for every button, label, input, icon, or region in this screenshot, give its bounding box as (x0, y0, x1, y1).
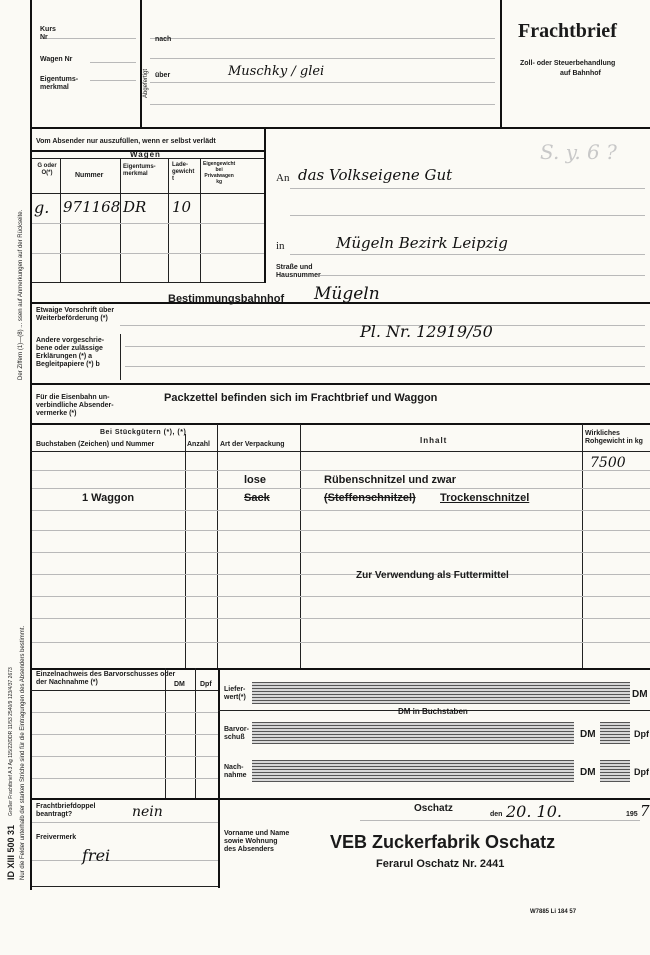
absendervermerke-label: Für die Eisenbahn un- verbindliche Absender- vermerke (*) (36, 394, 114, 417)
absendervermerke-value: Packzettel befinden sich im Frachtbrief und Waggon (164, 392, 438, 404)
goods-inhalt-3: Zur Verwendung als Futtermittel (356, 570, 509, 581)
in-label: in (276, 240, 285, 252)
row-ladegewicht: 10 (172, 198, 192, 216)
place: Oschatz (414, 803, 453, 814)
col-eigengewicht: Eigengewicht bei Privatwagen kg (203, 161, 236, 185)
form-subtitle-1: Zoll- oder Steuerbehandlung (520, 60, 616, 67)
lieferwert-hatch (252, 682, 630, 704)
goods-inhalt-2a: (Steffenschnitzel) (324, 492, 416, 504)
lieferwert-label: Liefer- wert(*) (224, 686, 246, 701)
nachnahme-hatch (252, 760, 574, 782)
plan-number-value: Pl. Nr. 12919/50 (360, 322, 493, 341)
col-buchstaben: Buchstaben (Zeichen) und Nummer (36, 441, 155, 448)
nach-label: nach (155, 36, 172, 43)
frachtbriefdoppel-value: nein (132, 804, 163, 820)
col-inhalt: Inhalt (420, 436, 448, 445)
col-verpackung: Art der Verpackung (220, 441, 285, 448)
goods-verpackung-lose: lose (244, 474, 267, 486)
strasse-label: Straße und Hausnummer (276, 264, 321, 279)
goods-verpackung-sack: Sack (244, 492, 270, 504)
col-anzahl: Anzahl (187, 441, 210, 448)
abgefertigt-label: Abgefertigt (143, 68, 149, 98)
form-subtitle-2: auf Bahnhof (560, 70, 601, 77)
col-nummer: Nummer (75, 172, 104, 179)
form-number: ID XIII 500 31 (6, 824, 16, 880)
in-value: Mügeln Bezirk Leipzig (336, 234, 508, 252)
nachnahme-label: Nach- nahme (224, 764, 247, 779)
nachnahme-dpf: Dpf (634, 767, 649, 777)
barvorschuss-label: Barvor- schuß (224, 726, 249, 741)
row-nummer: 971168 (63, 198, 121, 216)
freivermerk-value: frei (82, 846, 111, 865)
wagen-nr-label: Wagen Nr (40, 56, 73, 63)
year-prefix: 195 (626, 811, 638, 818)
row-g-oder-o: g. (34, 198, 50, 217)
year-suffix: 7 (640, 802, 650, 820)
sender-box-heading: Vom Absender nur auszufüllen, wenn er selbst verlädt (36, 138, 216, 145)
faint-stamp: S. y. 6 ? (540, 140, 617, 164)
goods-waggon: 1 Waggon (82, 492, 135, 504)
col-eigentum: Eigentums- merkmal (123, 164, 156, 177)
form-small-print: Großer Frachtbrief A 3 Ag 115/22/DDR 11/53 2540/9 123/4/37 2673 (8, 667, 14, 816)
frachtbriefdoppel-label: Frachtbriefdoppel beantragt? (36, 803, 96, 818)
header-divider-1 (140, 0, 142, 127)
freivermerk-label: Freivermerk (36, 834, 77, 841)
barvorschuss-hatch (252, 722, 574, 744)
nachnahme-dm: DM (580, 767, 596, 778)
sender-phone: Ferarul Oschatz Nr. 2441 (376, 858, 505, 870)
barvorschuss-dm: DM (580, 729, 596, 740)
date-value: 20. 10. (506, 802, 562, 821)
eigentum-label: Eigentums- merkmal (40, 76, 79, 91)
col-ladegewicht: Lade- gewicht t (172, 162, 195, 182)
kurs-label: Kurs Nr (40, 26, 56, 41)
margin-note-top: Der Ziffern (1)—(8) ... ssen auf Anmerkungen auf der Rückseite. (18, 209, 24, 380)
margin-note-mid: Nur die Felder unterhalb der starken Striche sind für die Eintragungen des Absenders bestimmt. (20, 625, 26, 880)
header-bottom-line (30, 127, 650, 129)
einzelnachweis-label: Einzelnachweis des Barvorschusses oder der Nachnahme (*) (36, 671, 176, 686)
stueckgut-heading: Bei Stückgütern (*), (*) (100, 429, 187, 436)
bestimmungsbahnhof-label: Bestimmungsbahnhof (168, 293, 285, 305)
print-code: W7885 Li 184 57 (530, 909, 577, 915)
col-gewicht: Wirkliches Rohgewicht in kg (585, 430, 643, 445)
vorname-label: Vorname und Name sowie Wohnung des Absenders (224, 830, 290, 853)
wagon-box-right (264, 128, 266, 283)
goods-inhalt-1: Rübenschnitzel und zwar (324, 474, 457, 486)
wagen-heading: Wagen (130, 150, 161, 159)
den-label: den (490, 811, 503, 818)
col-g-oder-o: G oder O(*) (37, 163, 59, 176)
einzel-dm: DM (174, 681, 185, 688)
lieferwert-dm: DM (632, 689, 648, 700)
andere-erklaerungen-label: Andere vorgeschrie- bene oder zulässige Erklärungen (*) a Begleitpapiere (*) b (36, 337, 105, 368)
ueber-label: über (155, 72, 171, 79)
an-label: An (276, 172, 290, 184)
sender-name: VEB Zuckerfabrik Oschatz (330, 832, 556, 852)
dm-in-buchstaben: DM in Buchstaben (398, 707, 468, 716)
goods-inhalt-2b: Trockenschnitzel (440, 492, 530, 504)
goods-gewicht: 7500 (590, 455, 626, 471)
header-divider-2 (500, 0, 502, 127)
row-eigentum: DR (123, 198, 147, 216)
an-value: das Volkseigene Gut (298, 166, 453, 184)
weiterbefoerderung-label: Etwaige Vorschrift über Weiterbeförderung (*) (36, 307, 115, 322)
einzel-dpf: Dpf (200, 681, 212, 688)
bestimmungsbahnhof-value: Mügeln (314, 284, 380, 304)
ueber-value: Muschky / glei (228, 64, 325, 79)
form-title: Frachtbrief (518, 20, 617, 42)
barvorschuss-dpf: Dpf (634, 729, 649, 739)
